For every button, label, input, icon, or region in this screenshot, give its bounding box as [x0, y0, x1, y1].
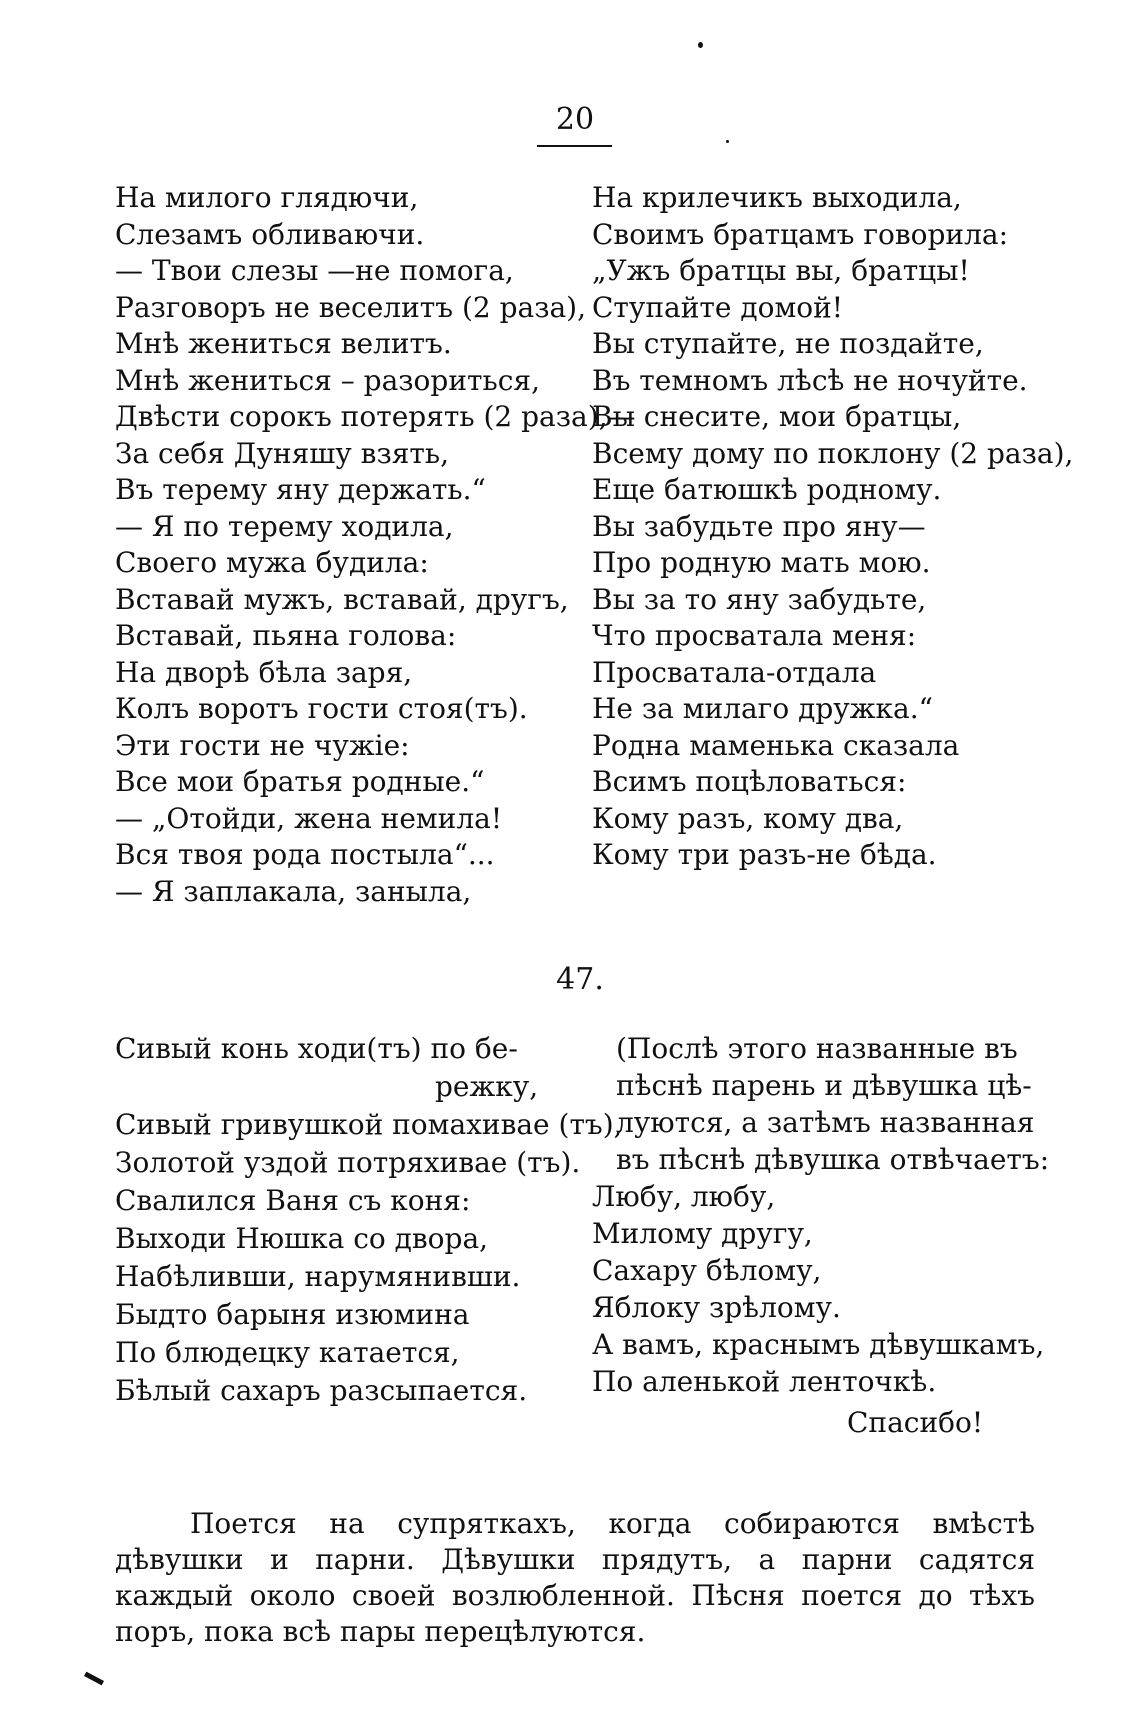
ink-mark-bottom	[84, 1672, 104, 1686]
verse-line: Вся твоя рода постыла“...	[115, 838, 495, 871]
bottom-left-verse-column	[115, 1030, 623, 1410]
bottom-right-verse-column	[592, 1030, 1052, 1441]
verse-line-continuation: режку,	[435, 1070, 539, 1103]
verse-line: Всему дому по поклону (2 раза),	[592, 436, 1074, 470]
verse-line: Мнѣ жениться – разориться,	[115, 363, 540, 397]
verse-line: Набѣливши, нарумянивши.	[115, 1260, 521, 1293]
verse-line: Въ темномъ лѣсѣ не ночуйте.	[592, 363, 1028, 397]
verse-line: По блюдецку катается,	[115, 1336, 460, 1369]
song-number: 47.	[556, 962, 604, 997]
verse-line: Двѣсти сорокъ потерять (2 раза),—	[115, 400, 636, 433]
verse-line: Вы ступайте, не поздайте,	[592, 327, 984, 360]
verse-line: Бѣлый сахаръ разсыпается.	[115, 1374, 528, 1407]
page-number: 20	[555, 102, 595, 137]
verse-line: Быдто барыня изюмина	[115, 1298, 470, 1331]
top-right-verse-column	[592, 180, 1074, 874]
verse-line: Эти гости не чужіе:	[115, 728, 410, 762]
verse-line: „Ужъ братцы вы, братцы!	[592, 254, 970, 287]
verse-line: Въ терему яну держать.“	[115, 473, 486, 506]
ink-speck-top	[698, 42, 703, 48]
verse-line: Про родную мать мою.	[592, 546, 931, 579]
verse-line: Сивый конь ходи(тъ) по бе-	[115, 1032, 518, 1065]
verse-line: За себя Дуняшу взять,	[115, 436, 450, 470]
verse-line: Не за милаго дружка.“	[592, 692, 933, 725]
verse-line: — Я заплакала, заныла,	[115, 874, 472, 908]
stage-note-line: въ пѣснѣ дѣвушка отвѣчаетъ:	[616, 1143, 1050, 1176]
verse-line: Сахару бѣлому,	[592, 1254, 822, 1287]
verse-line: Вы забудьте про яну—	[592, 509, 926, 543]
stage-note-line: (Послѣ этого названные въ	[616, 1032, 1018, 1065]
verse-line: Любу, любу,	[592, 1180, 776, 1213]
stage-note-line: пѣснѣ парень и дѣвушка цѣ-	[616, 1069, 1032, 1102]
footnote-paragraph: Поется на супряткахъ, когда собираются вмѣстѣ дѣвушки и парни. Дѣвушки прядутъ, а парни садятся каждый около своей возлюбленной. Пѣсня поется до тѣхъ поръ, пока всѣ пары перецѣлуются.	[115, 1507, 1035, 1648]
ink-speck-right	[726, 140, 729, 143]
verse-line: Слезамъ обливаючи.	[115, 217, 425, 251]
verse-line: По аленькой ленточкѣ.	[592, 1365, 937, 1398]
verse-line: Все мои братья родные.“	[115, 765, 485, 798]
verse-line: На дворѣ бѣла заря,	[115, 655, 413, 689]
top-left-verse-column	[115, 180, 636, 910]
verse-line: Вы снесите, мои братцы,	[592, 400, 962, 433]
verse-line: Всимъ поцѣловаться:	[592, 765, 907, 798]
verse-line: Золотой уздой потряхивае (тъ).	[115, 1146, 581, 1179]
verse-line: — „Отойди, жена немила!	[115, 801, 503, 835]
verse-line: Что просватала меня:	[592, 619, 917, 652]
verse-line: Колъ воротъ гости стоя(тъ).	[115, 692, 528, 725]
verse-line: — Твои слезы —не помога,	[115, 254, 514, 287]
stage-note-line: луются, а затѣмъ названная	[616, 1106, 1035, 1139]
verse-line: Своимъ братцамъ говорила:	[592, 217, 1009, 251]
verse-line: Еще батюшкѣ родному.	[592, 473, 942, 506]
verse-line: А вамъ, краснымъ дѣвушкамъ,	[592, 1328, 1045, 1361]
verse-line: Кому три разъ-не бѣда.	[592, 838, 937, 871]
verse-line: Вставай, пьяна голова:	[115, 619, 457, 652]
verse-line: Свалился Ваня съ коня:	[115, 1184, 471, 1217]
verse-line: Ступайте домой!	[592, 290, 844, 324]
verse-line: Своего мужа будила:	[115, 546, 429, 579]
verse-line: Вставай мужъ, вставай, другъ,	[115, 582, 569, 616]
verse-line: Родна маменька сказала	[592, 728, 960, 762]
verse-line: Кому разъ, кому два,	[592, 801, 904, 835]
verse-line: Мнѣ жениться велитъ.	[115, 327, 452, 360]
page-number-rule	[537, 145, 612, 147]
verse-line: Яблоку зрѣлому.	[592, 1291, 841, 1324]
verse-line: Милому другу,	[592, 1217, 813, 1250]
verse-line: Сивый гривушкой помахивае (тъ),	[115, 1108, 623, 1141]
verse-line: Разговоръ не веселитъ (2 раза),	[115, 290, 587, 324]
closing-line: Спасибо!	[847, 1406, 984, 1439]
verse-line: На милого глядючи,	[115, 181, 419, 214]
verse-line: Выходи Нюшка со двора,	[115, 1222, 489, 1255]
verse-line: На крилечикъ выходила,	[592, 181, 962, 214]
verse-line: Просватала-отдала	[592, 655, 877, 689]
verse-line: — Я по терему ходила,	[115, 509, 454, 543]
verse-line: Вы за то яну забудьте,	[592, 582, 927, 616]
